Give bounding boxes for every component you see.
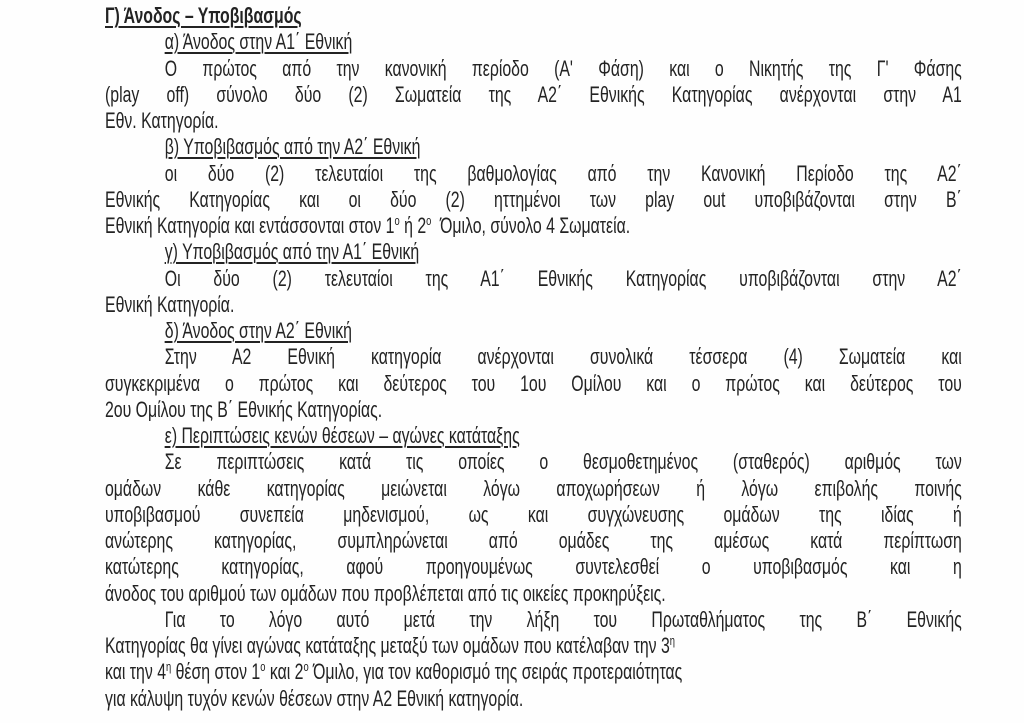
paragraph-line: για κάλυψη τυχόν κενών θέσεων στην Α2 Εθνική κατηγορία. [105,685,524,711]
ordinal-superscript: ο [394,213,400,228]
paragraph-line: υποβιβασμού συνεπεία μηδενισμού, ως και συγχώνευσης ομάδων της ιδίας ή [105,501,962,527]
subsection-title-delta [105,318,962,344]
subsection-title-text: β) Υποβιβασμός από την Α2΄ Εθνική [164,134,421,160]
text-run: Όμιλο, σύνολο 4 Σωματεία. [440,213,631,238]
paragraph-line: Στην Α2 Εθνική κατηγορία ανέρχονται συνολικά τέσσερα (4) Σωματεία και [164,344,962,370]
paragraph-line [105,213,962,239]
text-run: και 2 [269,659,304,685]
ordinal-superscript: ο [426,213,432,228]
document-text [105,3,962,712]
paragraph-line: ομάδων κάθε κατηγορίας μειώνεται λόγω αποχωρήσεων ή λόγω επιβολής ποινής [105,475,962,501]
paragraph-line: κατώτερης κατηγορίας, αφού προηγουμένως συντελεσθεί ο υποβιβασμός και η [105,554,962,580]
paragraph-line [105,659,962,685]
subsection-title-beta [105,134,962,160]
paragraph-line: Εθνικής Κατηγορίας και οι δύο (2) ηττημένοι των play out υποβιβάζονται στην Β΄ [105,186,962,212]
paragraph-line [105,633,962,659]
paragraph-line: Οι δύο (2) τελευταίοι της Α1΄ Εθνικής Κατηγορίας υποβιβάζονται στην Α2΄ [164,265,962,291]
ordinal-superscript: η [166,659,172,675]
text-run: ή 2 [404,213,427,238]
paragraph-line: συγκεκριμένα ο πρώτος και δεύτερος του 1ου Ομίλου και ο πρώτος και δεύτερος του [105,370,962,396]
ordinal-superscript: η [669,633,675,648]
paragraph-line: Ο πρώτος από την κανονική περίοδο (Α' Φάση) και ο Νικητής της Γ' Φάσης [164,55,962,81]
subsection-title-text: γ) Υποβιβασμός από την Α1΄ Εθνική [164,239,420,265]
paragraph-line: 2ου Ομίλου της Β΄ Εθνικής Κατηγορίας. [105,396,383,422]
subsection-title-text: ε) Περιπτώσεις κενών θέσεων – αγώνες κατάταξης [164,423,520,448]
paragraph-line: ανώτερης κατηγορίας, συμπληρώνεται από ομάδες της αμέσως κατά περίπτωση [105,528,962,553]
subsection-title-text: δ) Άνοδος στην Α2΄ Εθνική [164,318,352,343]
subsection-title-epsilon [105,423,962,449]
subsection-title-gamma [105,239,962,265]
paragraph-line: Σε περιπτώσεις κατά τις οποίες ο θεσμοθετημένος (σταθερός) αριθμός των [164,449,962,475]
paragraph-line: οι δύο (2) τελευταίοι της βαθμολογίας από την Κανονική Περίοδο της Α2΄ [164,160,962,186]
clipped-previous-text-line [106,0,946,2]
text-run: Κατηγορίας θα γίνει αγώνας κατάταξης μεταξύ των ομάδων που κατέλαβαν την 3 [105,633,670,658]
paragraph-line: Εθν. Κατηγορία. [105,108,219,133]
text-run: και την 4 [105,659,167,685]
paragraph-line: Για το λόγο αυτό μετά την λήξη του Πρωταθλήματος της Β΄ Εθνικής [164,606,962,632]
section-heading: Γ) Άνοδος – Υποβιβασμός [105,3,302,28]
paragraph-line: (play off) σύνολο δύο (2) Σωματεία της Α2΄ Εθνικής Κατηγορίας ανέρχονται στην Α1 [105,81,962,107]
text-run: θέση στον 1 [175,659,261,685]
ordinal-superscript: ο [260,659,266,675]
ordinal-superscript: ο [303,659,309,675]
text-run: Όμιλο, για τον καθορισμό της σειράς προτεραιότητας [313,659,683,685]
text-run: Εθνική Κατηγορία και εντάσσονται στον 1 [105,213,395,238]
paragraph-line: Εθνική Κατηγορία. [105,291,235,317]
subsection-title-alpha [105,29,962,55]
paragraph-line: άνοδος του αριθμού των ομάδων που προβλέπεται από τις οικείες προκηρύξεις. [105,580,666,606]
subsection-title-text: α) Άνοδος στην Α1΄ Εθνική [164,29,353,55]
